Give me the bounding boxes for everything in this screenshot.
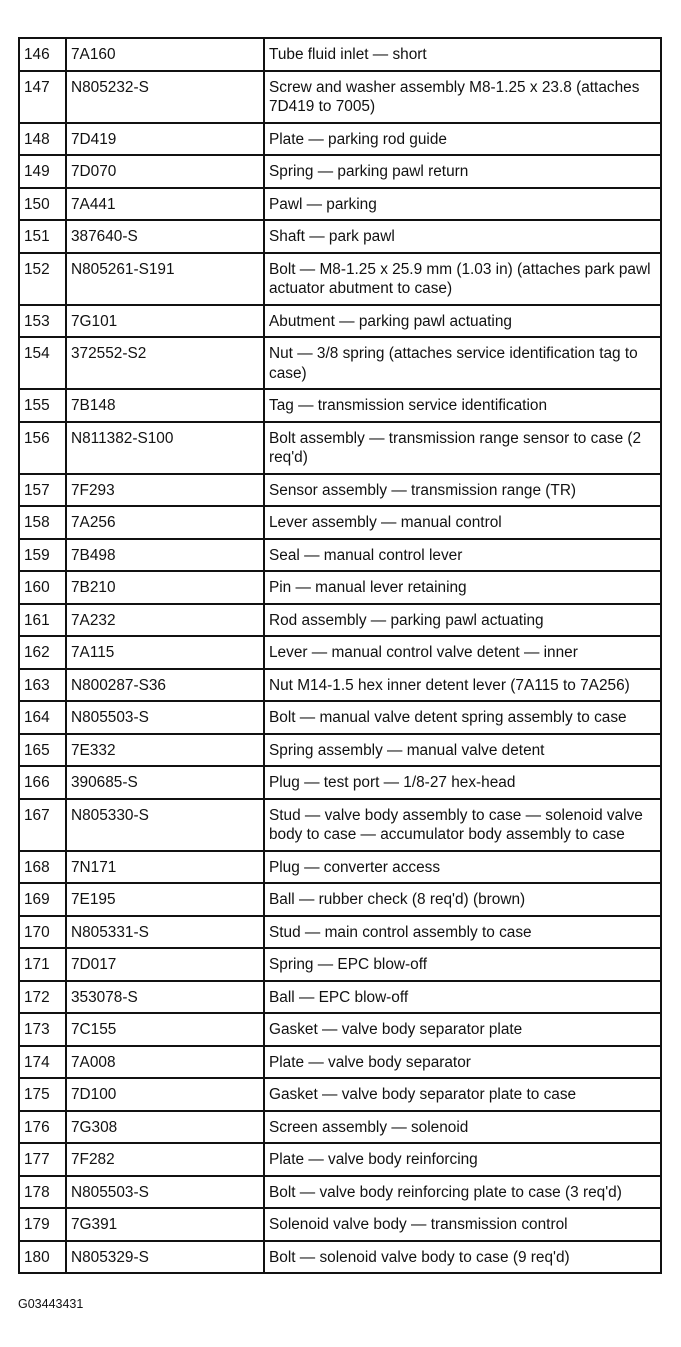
part-number-cell: N805503-S [66, 701, 264, 734]
table-row [19, 71, 661, 123]
item-number-cell: 177 [19, 1143, 66, 1176]
part-number-cell: N805330-S [66, 799, 264, 851]
description-cell: Ball — rubber check (8 req'd) (brown) [264, 883, 661, 916]
table-row [19, 305, 661, 338]
item-number-cell: 172 [19, 981, 66, 1014]
item-number-cell: 155 [19, 389, 66, 422]
description-cell: Bolt — M8-1.25 x 25.9 mm (1.03 in) (attaches park pawl actuator abutment to case) [264, 253, 661, 305]
part-number-cell: 7A256 [66, 506, 264, 539]
item-number-cell: 147 [19, 71, 66, 123]
part-number-cell: 7B210 [66, 571, 264, 604]
table-row [19, 1143, 661, 1176]
item-number-cell: 159 [19, 539, 66, 572]
table-row [19, 981, 661, 1014]
part-number-cell: 7F293 [66, 474, 264, 507]
part-number-cell: N805331-S [66, 916, 264, 949]
table-row [19, 851, 661, 884]
item-number-cell: 175 [19, 1078, 66, 1111]
item-number-cell: 157 [19, 474, 66, 507]
description-cell: Pin — manual lever retaining [264, 571, 661, 604]
parts-table-body [19, 38, 661, 1273]
part-number-cell: 7E332 [66, 734, 264, 767]
table-row [19, 220, 661, 253]
part-number-cell: N811382-S100 [66, 422, 264, 474]
item-number-cell: 153 [19, 305, 66, 338]
table-row [19, 123, 661, 156]
description-cell: Bolt — manual valve detent spring assembly to case [264, 701, 661, 734]
part-number-cell: 7D419 [66, 123, 264, 156]
table-row [19, 38, 661, 71]
part-number-cell: 7A232 [66, 604, 264, 637]
item-number-cell: 169 [19, 883, 66, 916]
description-cell: Pawl — parking [264, 188, 661, 221]
table-row [19, 422, 661, 474]
table-row [19, 1046, 661, 1079]
part-number-cell: 7D017 [66, 948, 264, 981]
part-number-cell: 7B148 [66, 389, 264, 422]
description-cell: Sensor assembly — transmission range (TR) [264, 474, 661, 507]
part-number-cell: N800287-S36 [66, 669, 264, 702]
item-number-cell: 148 [19, 123, 66, 156]
part-number-cell: 7A008 [66, 1046, 264, 1079]
item-number-cell: 180 [19, 1241, 66, 1274]
part-number-cell: 7E195 [66, 883, 264, 916]
item-number-cell: 171 [19, 948, 66, 981]
item-number-cell: 151 [19, 220, 66, 253]
description-cell: Lever assembly — manual control [264, 506, 661, 539]
part-number-cell: 390685-S [66, 766, 264, 799]
part-number-cell: 353078-S [66, 981, 264, 1014]
table-row [19, 1241, 661, 1274]
description-cell: Stud — main control assembly to case [264, 916, 661, 949]
item-number-cell: 174 [19, 1046, 66, 1079]
description-cell: Gasket — valve body separator plate [264, 1013, 661, 1046]
part-number-cell: 7G391 [66, 1208, 264, 1241]
item-number-cell: 168 [19, 851, 66, 884]
description-cell: Nut — 3/8 spring (attaches service identification tag to case) [264, 337, 661, 389]
item-number-cell: 166 [19, 766, 66, 799]
description-cell: Abutment — parking pawl actuating [264, 305, 661, 338]
table-row [19, 734, 661, 767]
item-number-cell: 178 [19, 1176, 66, 1209]
table-row [19, 1176, 661, 1209]
part-number-cell: 7A160 [66, 38, 264, 71]
item-number-cell: 158 [19, 506, 66, 539]
description-cell: Plate — parking rod guide [264, 123, 661, 156]
item-number-cell: 165 [19, 734, 66, 767]
description-cell: Bolt — solenoid valve body to case (9 req'd) [264, 1241, 661, 1274]
description-cell: Bolt assembly — transmission range sensor to case (2 req'd) [264, 422, 661, 474]
description-cell: Plate — valve body separator [264, 1046, 661, 1079]
part-number-cell: 7F282 [66, 1143, 264, 1176]
item-number-cell: 167 [19, 799, 66, 851]
description-cell: Stud — valve body assembly to case — solenoid valve body to case — accumulator body assembly to case [264, 799, 661, 851]
table-row [19, 766, 661, 799]
item-number-cell: 170 [19, 916, 66, 949]
table-row [19, 188, 661, 221]
parts-table [18, 37, 662, 1274]
description-cell: Lever — manual control valve detent — inner [264, 636, 661, 669]
item-number-cell: 156 [19, 422, 66, 474]
item-number-cell: 154 [19, 337, 66, 389]
description-cell: Screw and washer assembly M8-1.25 x 23.8 (attaches 7D419 to 7005) [264, 71, 661, 123]
part-number-cell: 7C155 [66, 1013, 264, 1046]
figure-id: G03443431 [18, 1297, 84, 1311]
item-number-cell: 150 [19, 188, 66, 221]
part-number-cell: 7A115 [66, 636, 264, 669]
table-row [19, 155, 661, 188]
part-number-cell: 7A441 [66, 188, 264, 221]
table-row [19, 253, 661, 305]
description-cell: Spring assembly — manual valve detent [264, 734, 661, 767]
part-number-cell: 7D070 [66, 155, 264, 188]
table-row [19, 337, 661, 389]
part-number-cell: N805232-S [66, 71, 264, 123]
part-number-cell: N805329-S [66, 1241, 264, 1274]
description-cell: Plug — test port — 1/8-27 hex-head [264, 766, 661, 799]
table-row [19, 539, 661, 572]
description-cell: Plug — converter access [264, 851, 661, 884]
table-row [19, 883, 661, 916]
table-row [19, 1078, 661, 1111]
item-number-cell: 160 [19, 571, 66, 604]
part-number-cell: N805261-S191 [66, 253, 264, 305]
description-cell: Rod assembly — parking pawl actuating [264, 604, 661, 637]
item-number-cell: 162 [19, 636, 66, 669]
item-number-cell: 152 [19, 253, 66, 305]
table-row [19, 604, 661, 637]
table-row [19, 1208, 661, 1241]
table-row [19, 701, 661, 734]
description-cell: Ball — EPC blow-off [264, 981, 661, 1014]
description-cell: Nut M14-1.5 hex inner detent lever (7A115 to 7A256) [264, 669, 661, 702]
part-number-cell: 7G101 [66, 305, 264, 338]
description-cell: Solenoid valve body — transmission control [264, 1208, 661, 1241]
table-row [19, 948, 661, 981]
table-row [19, 506, 661, 539]
table-row [19, 571, 661, 604]
item-number-cell: 149 [19, 155, 66, 188]
part-number-cell: 7N171 [66, 851, 264, 884]
part-number-cell: 7B498 [66, 539, 264, 572]
description-cell: Tube fluid inlet — short [264, 38, 661, 71]
description-cell: Gasket — valve body separator plate to case [264, 1078, 661, 1111]
table-row [19, 389, 661, 422]
description-cell: Spring — parking pawl return [264, 155, 661, 188]
part-number-cell: 7G308 [66, 1111, 264, 1144]
description-cell: Bolt — valve body reinforcing plate to case (3 req'd) [264, 1176, 661, 1209]
table-row [19, 1013, 661, 1046]
table-row [19, 799, 661, 851]
description-cell: Spring — EPC blow-off [264, 948, 661, 981]
description-cell: Shaft — park pawl [264, 220, 661, 253]
part-number-cell: 7D100 [66, 1078, 264, 1111]
table-row [19, 636, 661, 669]
table-row [19, 474, 661, 507]
item-number-cell: 176 [19, 1111, 66, 1144]
description-cell: Tag — transmission service identification [264, 389, 661, 422]
part-number-cell: 372552-S2 [66, 337, 264, 389]
item-number-cell: 146 [19, 38, 66, 71]
item-number-cell: 173 [19, 1013, 66, 1046]
table-row [19, 916, 661, 949]
item-number-cell: 161 [19, 604, 66, 637]
description-cell: Screen assembly — solenoid [264, 1111, 661, 1144]
item-number-cell: 179 [19, 1208, 66, 1241]
description-cell: Plate — valve body reinforcing [264, 1143, 661, 1176]
part-number-cell: 387640-S [66, 220, 264, 253]
part-number-cell: N805503-S [66, 1176, 264, 1209]
table-row [19, 669, 661, 702]
table-row [19, 1111, 661, 1144]
item-number-cell: 164 [19, 701, 66, 734]
description-cell: Seal — manual control lever [264, 539, 661, 572]
item-number-cell: 163 [19, 669, 66, 702]
